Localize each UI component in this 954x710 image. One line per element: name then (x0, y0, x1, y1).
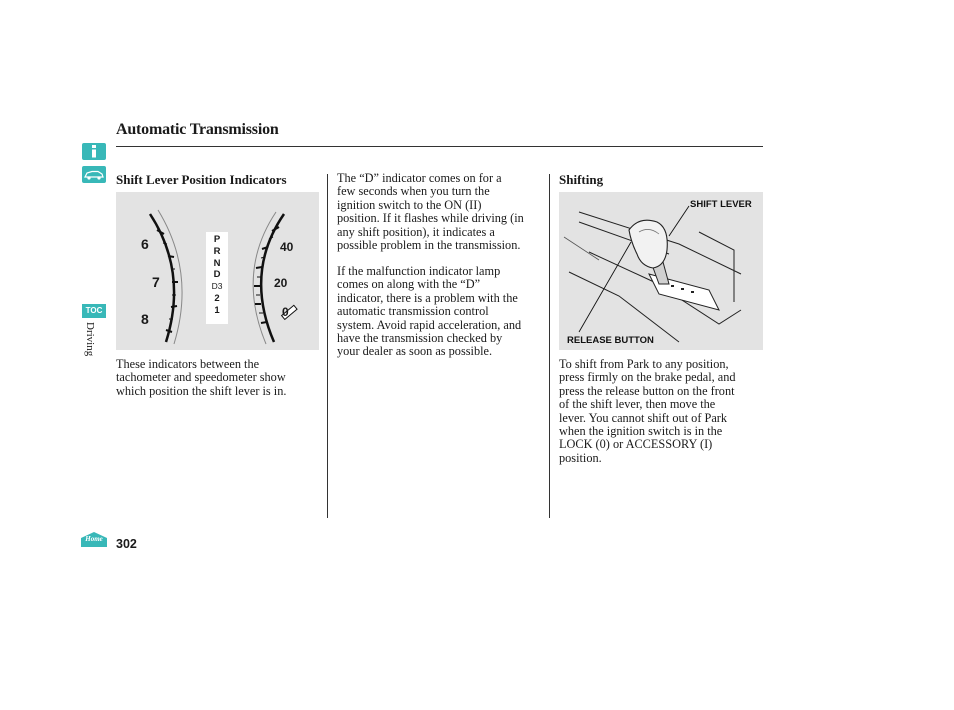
gear-letter: D3 (211, 281, 223, 292)
gear-letter: 2 (214, 292, 220, 304)
text-line: which position the shift lever is in. (116, 383, 287, 398)
section-label: Driving (84, 322, 96, 357)
car-icon[interactable] (82, 166, 106, 183)
text-line: position. (559, 450, 602, 465)
speed-number: 20 (274, 276, 288, 290)
text-line: automatic transmission control (337, 304, 489, 319)
text-line: These indicators between the (116, 357, 260, 371)
text-line: few seconds when you turn the (337, 184, 490, 199)
release-button-callout: RELEASE BUTTON (567, 335, 654, 346)
text-line: when the ignition switch is in the (559, 424, 723, 439)
page-number: 302 (116, 537, 137, 551)
text-line: tachometer and speedometer show (116, 370, 286, 385)
malfunction-paragraph (337, 265, 547, 359)
text-line: If the malfunction indicator lamp (337, 264, 501, 278)
shift-lever-callout: SHIFT LEVER (690, 199, 752, 210)
text-line: press firmly on the brake pedal, and (559, 370, 736, 385)
text-line: any shift position), it indicates a (337, 224, 495, 239)
shifting-instructions (559, 358, 765, 465)
text-line: The “D” indicator comes on for a (337, 171, 502, 185)
shift-lever-illustration (559, 192, 763, 350)
indicator-description (116, 358, 321, 398)
text-line: comes on along with the “D” (337, 277, 481, 292)
info-icon[interactable] (82, 143, 106, 160)
text-line: lever. You cannot shift out of Park (559, 410, 728, 425)
d-indicator-paragraph (337, 172, 547, 252)
column-divider (327, 174, 328, 518)
section-heading: Shifting (559, 172, 604, 187)
gear-indicator-column (206, 234, 228, 317)
text-line: of the shift lever, then move the (559, 397, 716, 412)
section-heading: Shift Lever Position Indicators (116, 172, 287, 187)
home-label: Home (85, 535, 103, 543)
title-divider (116, 146, 763, 147)
gear-letter: P (213, 234, 221, 245)
text-line: To shift from Park to any position, (559, 357, 729, 371)
home-button[interactable] (80, 531, 108, 548)
text-line: system. Avoid rapid acceleration, and (337, 317, 522, 332)
gear-letter: R (213, 245, 221, 257)
text-line: press the release button on the front (559, 383, 735, 398)
column-divider (549, 174, 550, 518)
text-line: position. If it flashes while driving (in (337, 211, 524, 226)
tach-number: 8 (141, 311, 149, 327)
gear-letter: 1 (214, 304, 220, 316)
text-line: your dealer as soon as possible. (337, 344, 493, 359)
speed-number: 40 (280, 240, 294, 254)
gear-letter: D (213, 269, 221, 281)
tach-number: 7 (152, 274, 160, 290)
toc-button[interactable]: TOC (82, 304, 106, 318)
text-line: LOCK (0) or ACCESSORY (I) (559, 437, 713, 452)
gear-letter: N (213, 257, 221, 269)
speed-number: 0 (282, 305, 289, 319)
page-title: Automatic Transmission (116, 121, 279, 138)
text-line: possible problem in the transmission. (337, 238, 521, 253)
gauge-illustration (116, 192, 319, 350)
text-line: have the transmission checked by (337, 331, 503, 346)
text-line: ignition switch to the ON (II) (337, 197, 482, 212)
text-line: indicator, there is a problem with the (337, 290, 518, 305)
tach-number: 6 (141, 236, 149, 252)
